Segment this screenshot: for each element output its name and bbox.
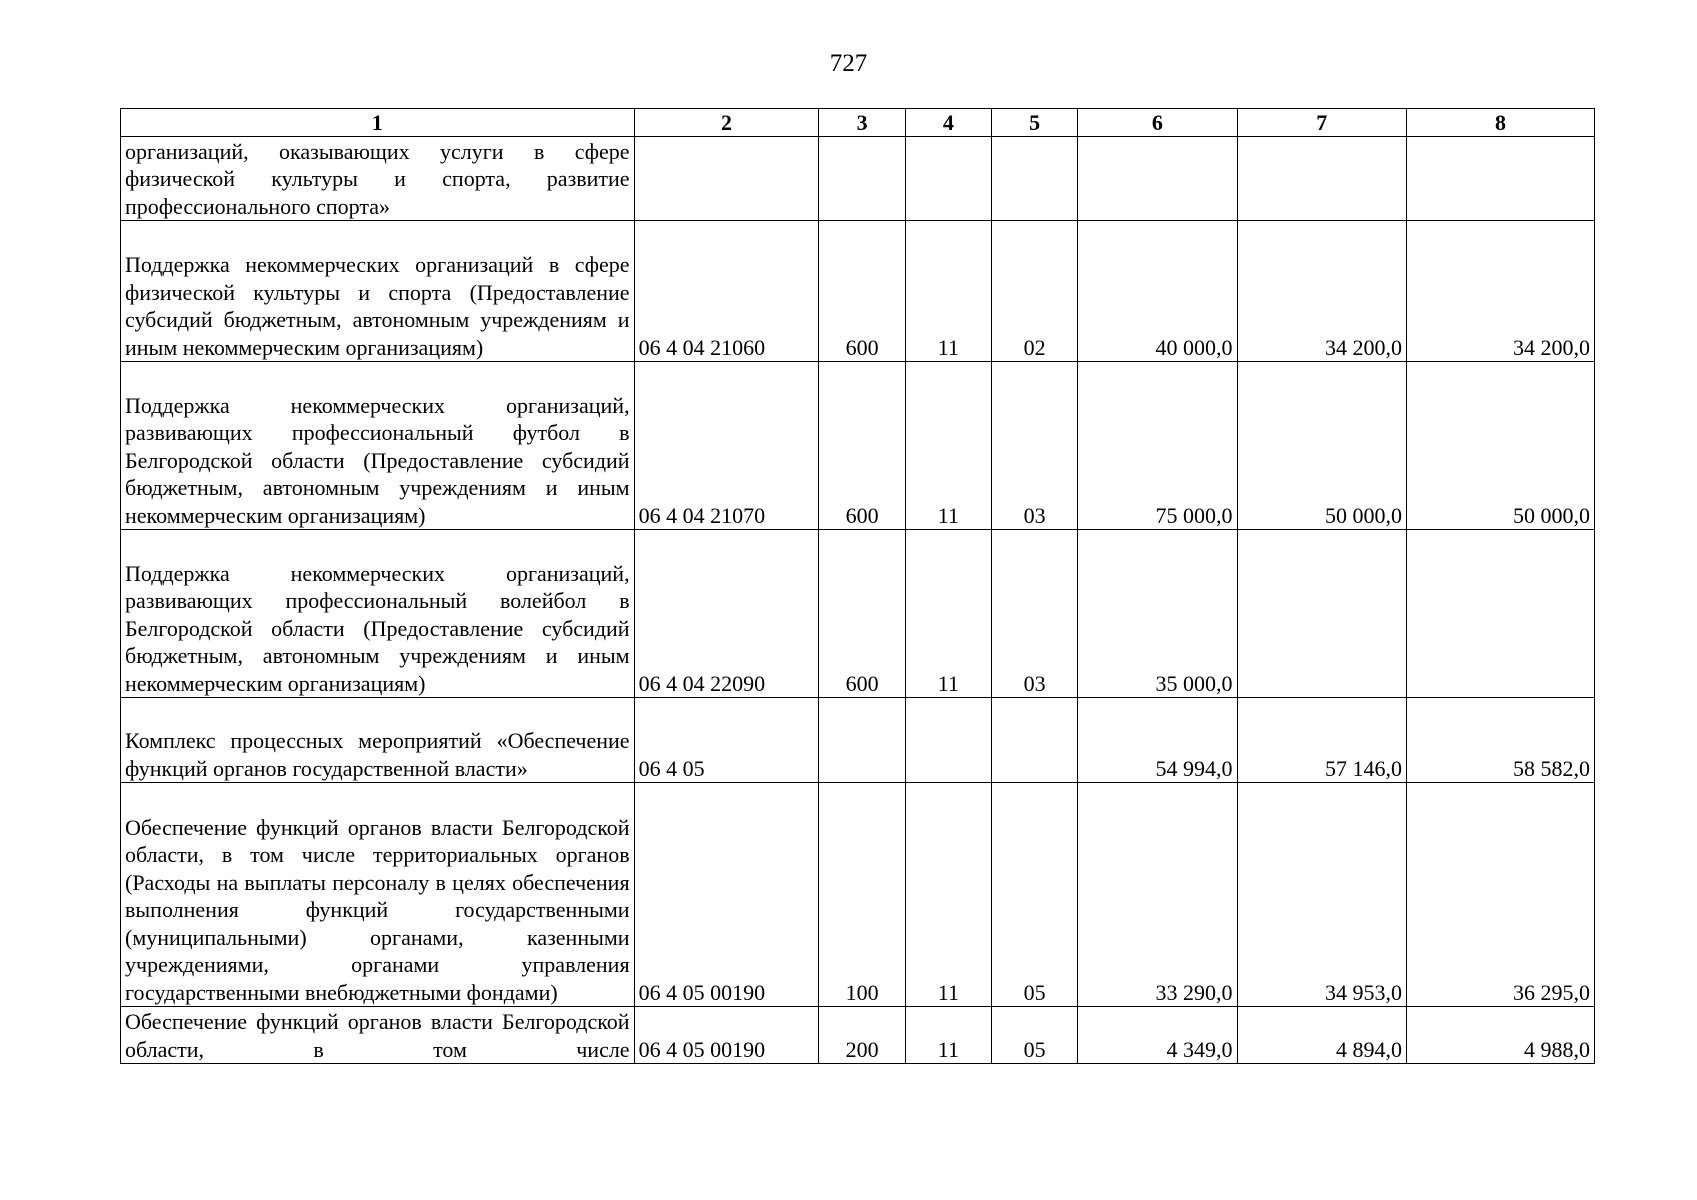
row-description: Поддержка некоммерческих организаций, развивающих профессиональный футбол в Белгородской области (Предоставление субсидий бюджетным, автономным учреждениям и иным некоммерческим организациям) <box>121 362 635 530</box>
row-col-5: 03 <box>992 530 1078 698</box>
row-col-3: 200 <box>819 1007 905 1064</box>
row-value-7 <box>1237 137 1406 221</box>
row-col-5: 05 <box>992 783 1078 1007</box>
budget-table <box>120 108 1595 1064</box>
row-value-7: 4 894,0 <box>1237 1007 1406 1064</box>
header-col-6: 6 <box>1078 109 1237 137</box>
row-value-8: 4 988,0 <box>1406 1007 1594 1064</box>
row-col-3: 600 <box>819 221 905 362</box>
table-row <box>121 362 1595 530</box>
row-description: Комплекс процессных мероприятий «Обеспечение функций органов государственной власти» <box>121 698 635 783</box>
row-col-5 <box>992 698 1078 783</box>
header-col-1: 1 <box>121 109 635 137</box>
row-code: 06 4 05 00190 <box>634 783 819 1007</box>
row-col-3: 100 <box>819 783 905 1007</box>
row-value-6: 33 290,0 <box>1078 783 1237 1007</box>
header-col-7: 7 <box>1237 109 1406 137</box>
row-description: Обеспечение функций органов власти Белгородской области, в том числе <box>121 1007 635 1064</box>
row-col-4: 11 <box>905 362 991 530</box>
row-value-8: 34 200,0 <box>1406 221 1594 362</box>
table-row <box>121 698 1595 783</box>
row-col-5: 02 <box>992 221 1078 362</box>
row-description: Поддержка некоммерческих организаций, развивающих профессиональный волейбол в Белгородской области (Предоставление субсидий бюджетным, автономным учреждениям и иным некоммерческим организациям) <box>121 530 635 698</box>
row-col-3: 600 <box>819 362 905 530</box>
row-code: 06 4 05 <box>634 698 819 783</box>
row-description: организаций, оказывающих услуги в сфере физической культуры и спорта, развитие профессионального спорта» <box>121 137 635 221</box>
row-col-4: 11 <box>905 783 991 1007</box>
table-row <box>121 221 1595 362</box>
header-col-8: 8 <box>1406 109 1594 137</box>
row-code: 06 4 04 21070 <box>634 362 819 530</box>
row-col-4 <box>905 137 991 221</box>
row-value-6: 40 000,0 <box>1078 221 1237 362</box>
row-col-3 <box>819 137 905 221</box>
header-col-3: 3 <box>819 109 905 137</box>
row-code <box>634 137 819 221</box>
row-col-4: 11 <box>905 1007 991 1064</box>
row-value-7: 50 000,0 <box>1237 362 1406 530</box>
row-col-3: 600 <box>819 530 905 698</box>
table-row <box>121 1007 1595 1064</box>
row-col-5: 03 <box>992 362 1078 530</box>
row-description: Обеспечение функций органов власти Белгородской области, в том числе территориальных органов (Расходы на выплаты персоналу в целях обеспечения выполнения функций государственными (муниципальными) органами, казенными учреждениями, органами управления государственными внебюджетными фондами) <box>121 783 635 1007</box>
row-col-3 <box>819 698 905 783</box>
row-code: 06 4 04 21060 <box>634 221 819 362</box>
row-col-5: 05 <box>992 1007 1078 1064</box>
table-row <box>121 137 1595 221</box>
row-col-5 <box>992 137 1078 221</box>
header-col-4: 4 <box>905 109 991 137</box>
header-col-5: 5 <box>992 109 1078 137</box>
row-value-7 <box>1237 530 1406 698</box>
row-value-8: 36 295,0 <box>1406 783 1594 1007</box>
row-value-8 <box>1406 530 1594 698</box>
row-value-6 <box>1078 137 1237 221</box>
row-value-6: 35 000,0 <box>1078 530 1237 698</box>
table-row <box>121 783 1595 1007</box>
row-code: 06 4 04 22090 <box>634 530 819 698</box>
row-value-8 <box>1406 137 1594 221</box>
row-value-6: 54 994,0 <box>1078 698 1237 783</box>
row-value-8: 58 582,0 <box>1406 698 1594 783</box>
row-value-7: 34 200,0 <box>1237 221 1406 362</box>
row-value-7: 34 953,0 <box>1237 783 1406 1007</box>
row-col-4 <box>905 698 991 783</box>
table-header-row <box>121 109 1595 137</box>
table-row <box>121 530 1595 698</box>
row-col-4: 11 <box>905 530 991 698</box>
row-value-8: 50 000,0 <box>1406 362 1594 530</box>
row-value-6: 4 349,0 <box>1078 1007 1237 1064</box>
row-value-6: 75 000,0 <box>1078 362 1237 530</box>
row-col-4: 11 <box>905 221 991 362</box>
page-number: 727 <box>829 50 868 77</box>
header-col-2: 2 <box>634 109 819 137</box>
row-code: 06 4 05 00190 <box>634 1007 819 1064</box>
row-value-7: 57 146,0 <box>1237 698 1406 783</box>
row-description: Поддержка некоммерческих организаций в сфере физической культуры и спорта (Предоставление субсидий бюджетным, автономным учреждениям и иным некоммерческим организациям) <box>121 221 635 362</box>
